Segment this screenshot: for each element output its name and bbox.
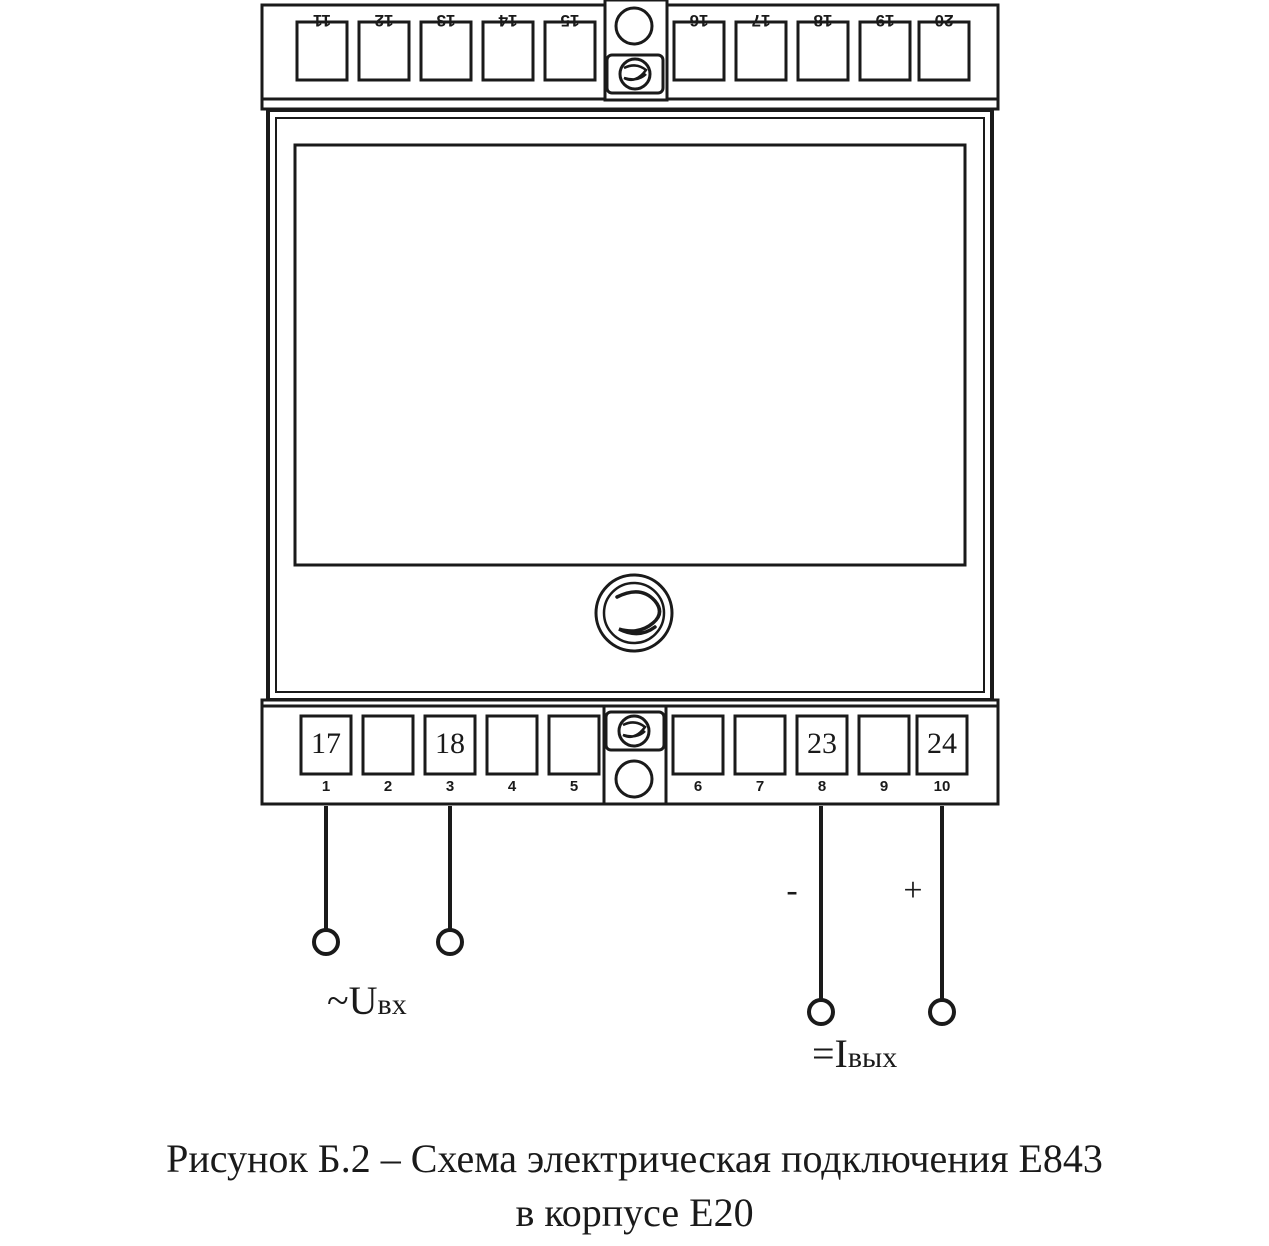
wire-node-terminal-3 [438,930,462,954]
bottom-terminal-label-10: 10 [933,778,951,795]
bottom-terminal-label-5: 5 [569,778,579,795]
top-terminal-15 [545,22,595,80]
input-signal-label [327,977,407,1024]
top-terminal-label-20: 20 [934,11,954,30]
top-terminal-19 [860,22,910,80]
top-terminal-20 [919,22,969,80]
mounting-hole-bottom [616,761,652,797]
output-signal-prefix: =I [812,1031,848,1076]
top-terminal-17 [736,22,786,80]
top-terminal-label-16: 16 [689,11,709,30]
display-window [295,145,965,565]
figure-caption-line-2: в корпусе Е20 [515,1190,754,1235]
polarity-plus: + [903,872,923,909]
wire-label-23: 23 [807,727,837,760]
top-terminal-16 [674,22,724,80]
manufacturer-logo-icon [596,575,672,651]
top-terminal-label-14: 14 [498,11,518,30]
top-terminal-label-13: 13 [436,11,456,30]
bottom-terminal-label-9: 9 [879,778,889,795]
top-terminal-13 [421,22,471,80]
top-terminal-14 [483,22,533,80]
top-terminal-18 [798,22,848,80]
wire-node-terminal-8 [809,1000,833,1024]
wire-label-17: 17 [311,727,341,760]
bottom-terminal-label-3: 3 [445,778,455,795]
top-terminal-label-18: 18 [813,11,833,30]
top-terminal-label-15: 15 [560,11,580,30]
top-terminal-label-11: 11 [313,11,331,30]
bottom-terminal-7 [735,716,785,774]
top-terminal-11 [297,22,347,80]
bottom-terminal-9 [859,716,909,774]
input-signal-sub: вх [377,988,407,1021]
input-signal-prefix: ~U [327,978,378,1023]
mounting-hole-top [616,8,652,44]
bottom-terminal-2 [363,716,413,774]
bottom-terminal-4 [487,716,537,774]
bottom-terminal-label-8: 8 [817,778,827,795]
top-terminal-12 [359,22,409,80]
polarity-minus: - [786,872,798,909]
wire-label-24: 24 [927,727,957,760]
bottom-terminal-label-6: 6 [693,778,703,795]
wire-node-terminal-1 [314,930,338,954]
bottom-terminal-label-7: 7 [755,778,765,795]
output-signal-sub: вых [847,1041,898,1074]
wire-node-terminal-10 [930,1000,954,1024]
wire-label-18: 18 [435,727,465,760]
bottom-terminal-label-4: 4 [507,778,517,795]
output-signal-label [812,1030,897,1077]
top-terminal-label-19: 19 [875,11,895,30]
bottom-terminal-6 [673,716,723,774]
bottom-terminal-label-2: 2 [383,778,393,795]
figure-caption-line-1: Рисунок Б.2 – Схема электрическая подключения Е843 [166,1136,1103,1181]
top-terminal-label-17: 17 [751,11,771,30]
bottom-terminal-5 [549,716,599,774]
top-terminal-label-12: 12 [374,11,394,30]
bottom-terminal-label-1: 1 [321,778,331,795]
